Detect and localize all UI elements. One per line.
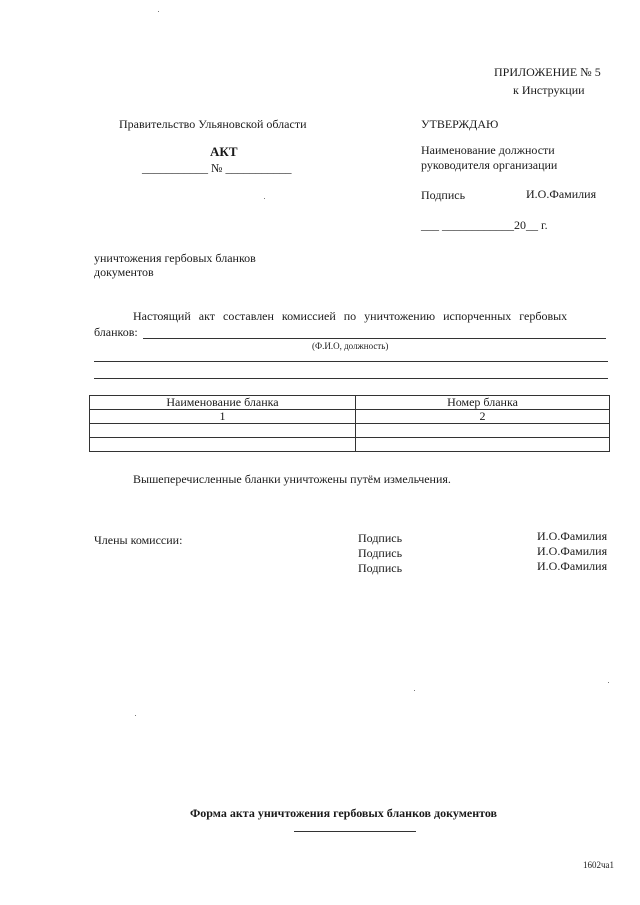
table-number-row bbox=[90, 410, 610, 424]
appendix-title: ПРИЛОЖЕНИЕ № 5 bbox=[494, 65, 601, 79]
footer-underline bbox=[294, 831, 416, 832]
intro-line2: бланков: bbox=[94, 325, 138, 339]
act-title: АКТ bbox=[210, 144, 238, 159]
table-row bbox=[90, 438, 610, 452]
column-header-blank-name: Наименование бланка bbox=[90, 396, 356, 410]
member-name-2: И.О.Фамилия bbox=[537, 544, 608, 558]
scan-speck bbox=[135, 715, 136, 716]
fio-caption: (Ф.И.О, должность) bbox=[312, 341, 389, 351]
member-signature-3: Подпись bbox=[358, 561, 403, 575]
conclusion-text: Вышеперечисленные бланки уничтожены путём измельчения. bbox=[133, 472, 451, 486]
approver-signature-label: Подпись bbox=[421, 188, 466, 202]
scan-speck bbox=[158, 11, 159, 12]
commission-fill-line-2 bbox=[94, 361, 608, 362]
member-name-1: И.О.Фамилия bbox=[537, 529, 608, 543]
act-number: ___________ № ___________ bbox=[142, 161, 292, 175]
commission-label: Члены комиссии: bbox=[94, 533, 183, 547]
scan-speck bbox=[414, 690, 415, 691]
commission-fill-line-3 bbox=[94, 378, 608, 379]
approver-name: И.О.Фамилия bbox=[526, 187, 597, 201]
approver-position-line2: руководителя организации bbox=[421, 158, 558, 172]
blanks-table bbox=[89, 395, 610, 452]
footer-code: 1602ча1 bbox=[583, 860, 615, 870]
act-subject-line1: уничтожения гербовых бланков bbox=[94, 251, 256, 265]
member-signature-1: Подпись bbox=[358, 531, 403, 545]
column-header-blank-number: Номер бланка bbox=[356, 396, 610, 410]
member-name-3: И.О.Фамилия bbox=[537, 559, 608, 573]
appendix-reference: к Инструкции bbox=[513, 83, 585, 97]
footer-caption: Форма акта уничтожения гербовых бланков документов bbox=[190, 806, 498, 820]
scan-speck bbox=[264, 198, 265, 199]
column-number-1: 1 bbox=[90, 410, 356, 424]
approve-label: УТВЕРЖДАЮ bbox=[421, 117, 499, 131]
approver-position-line1: Наименование должности bbox=[421, 143, 555, 157]
approval-date: ___ ____________20__ г. bbox=[421, 218, 548, 232]
member-signature-2: Подпись bbox=[358, 546, 403, 560]
scan-speck bbox=[608, 682, 609, 683]
organization-name: Правительство Ульяновской области bbox=[119, 117, 307, 131]
intro-line1: Настоящий акт составлен комиссией по уничтожению испорченных гербовых bbox=[133, 309, 568, 323]
column-number-2: 2 bbox=[356, 410, 610, 424]
table-row bbox=[90, 424, 610, 438]
table-header-row bbox=[90, 396, 610, 410]
act-subject-line2: документов bbox=[94, 265, 154, 279]
